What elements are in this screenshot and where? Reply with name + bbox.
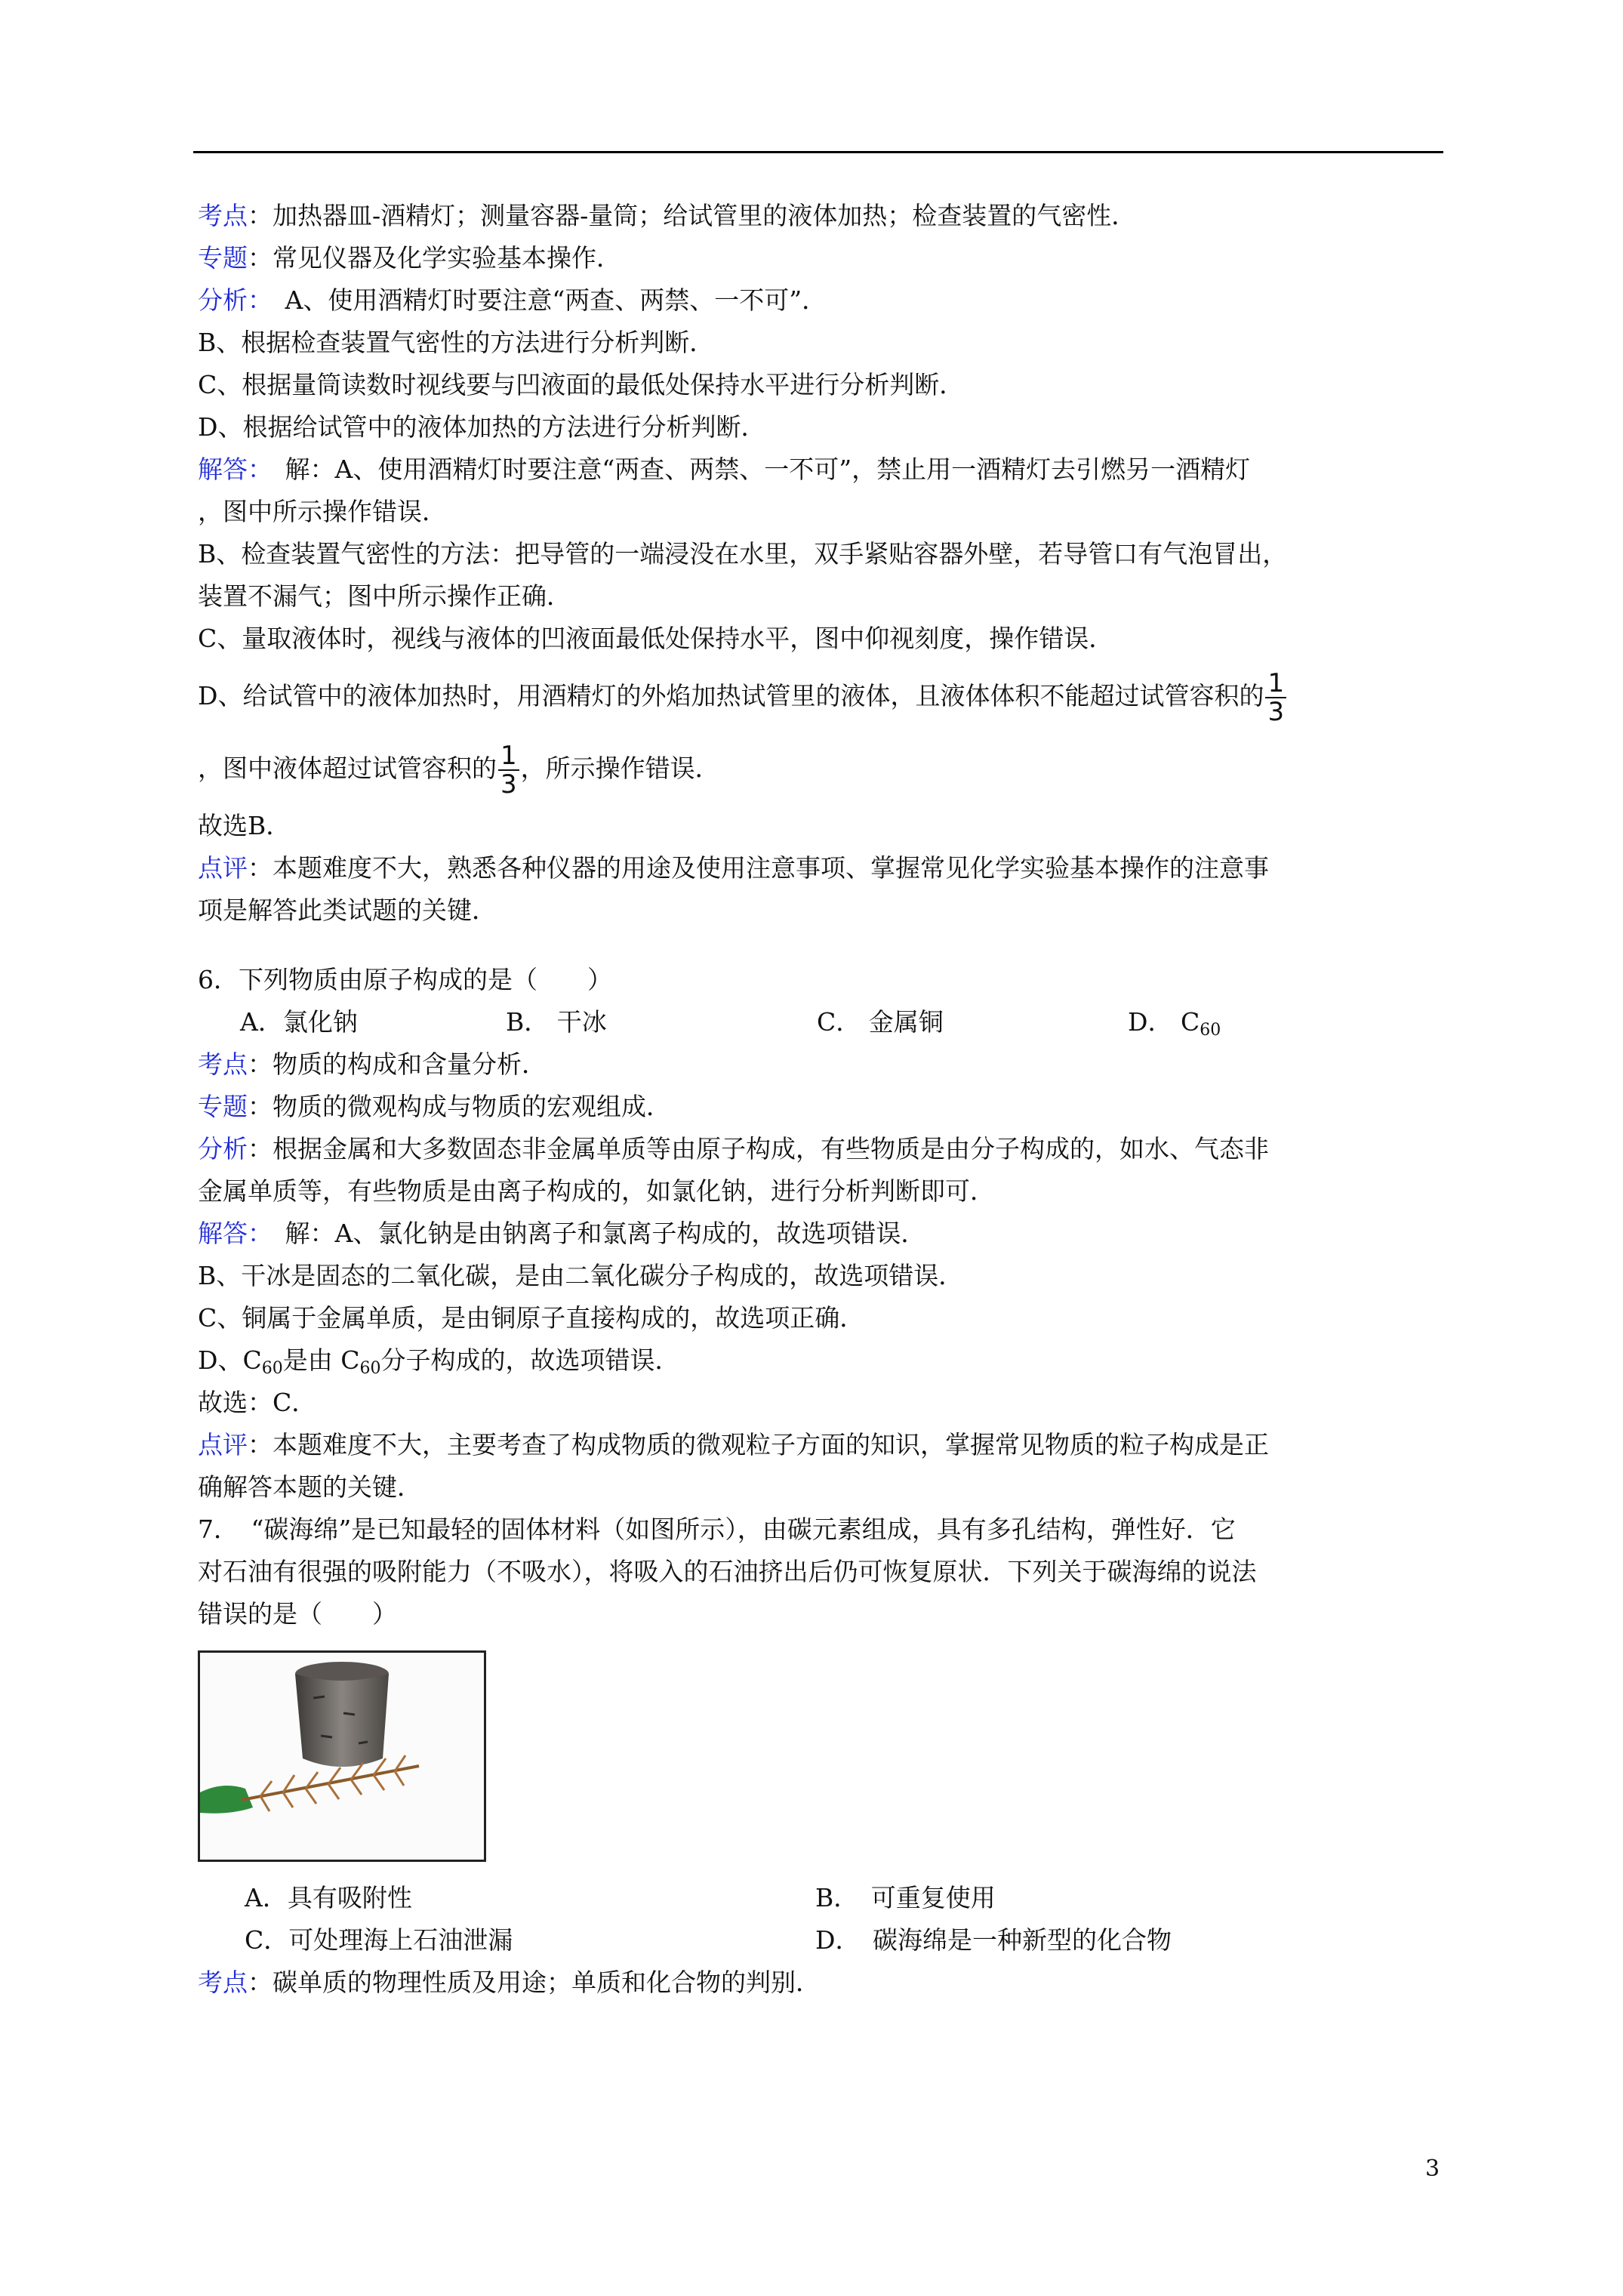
q5-jieda-c: C、量取液体时，视线与液体的凹液面最低处保持水平，图中仰视刻度，操作错误． [198, 624, 1114, 653]
q5-jieda-b2: 装置不漏气；图中所示操作正确． [198, 581, 571, 611]
q5-jieda-b1: B、检查装置气密性的方法：把导管的一端浸没在水里，双手紧贴容器外壁，若导管口有气泡冒出， [198, 539, 1288, 569]
zhuanti-text: ：物质的微观构成与物质的宏观组成． [248, 1092, 671, 1121]
q7-stem-1: 7． “碳海绵”是已知最轻的固体材料（如图所示），由碳元素组成，具有多孔结构，弹性好．它 [198, 1515, 1236, 1544]
fraction-numerator: 1 [498, 742, 519, 771]
q7-option-d[interactable]: D． 碳海绵是一种新型的化合物 [815, 1925, 1172, 1955]
q5-kaodian-line [198, 195, 1443, 237]
zhuanti-label: 专题 [198, 243, 248, 273]
kaodian-label: 考点 [198, 1968, 248, 1997]
page-content [198, 195, 1443, 2004]
fraction-denominator: 3 [1267, 697, 1285, 727]
q7-options-row1 [198, 1877, 1443, 1919]
q6-option-a[interactable]: A．氯化钠 [240, 1007, 358, 1037]
kaodian-label: 考点 [198, 201, 248, 230]
jieda-d-part2: 是由 C [282, 1345, 360, 1375]
jieda-d-part1: D、C [198, 1345, 262, 1375]
subscript-60: 60 [1200, 1021, 1221, 1040]
q5-fenxi-c: C、根据量筒读数时视线要与凹液面的最低处保持水平进行分析判断． [198, 370, 965, 399]
q6-options [198, 1001, 1443, 1043]
q5-guxuan: 故选B． [198, 811, 291, 840]
q6-dianping-2: 确解答本题的关键． [198, 1472, 422, 1502]
jieda-d2a-text: ，图中液体超过试管容积的 [198, 754, 497, 783]
header-rule [193, 151, 1443, 153]
carbon-sponge-illustration [200, 1653, 484, 1860]
q6-guxuan: 故选：C． [198, 1388, 317, 1417]
fenxi-text: ：根据金属和大多数固态非金属单质等由原子构成，有些物质是由分子构成的，如水、气态非 [248, 1134, 1269, 1163]
q5-dianping-line [198, 847, 1443, 889]
q6-option-d[interactable] [1128, 1001, 1221, 1052]
page-number: 3 [1425, 2156, 1440, 2182]
q6-jieda-c: C、铜属于金属单质，是由铜原子直接构成的，故选项正确． [198, 1303, 865, 1333]
q5-fenxi-d: D、根据给试管中的液体加热的方法进行分析判断． [198, 412, 766, 442]
fenxi-text: A、使用酒精灯时要注意“两查、两禁、一不可”． [260, 285, 827, 315]
dianping-text: ：本题难度不大，主要考查了构成物质的微观粒子方面的知识，掌握常见物质的粒子构成是正 [248, 1430, 1269, 1459]
q6-option-b[interactable]: B． 干冰 [506, 1007, 607, 1037]
q6-jieda-line [198, 1213, 1443, 1255]
q5-zhuanti-line [198, 237, 1443, 279]
q6-fenxi-line [198, 1128, 1443, 1170]
kaodian-text: ：碳单质的物理性质及用途；单质和化合物的判别． [248, 1968, 821, 1997]
q7-option-c[interactable]: C．可处理海上石油泄漏 [245, 1925, 513, 1955]
q6-jieda-b: B、干冰是固态的二氧化碳，是由二氧化碳分子构成的，故选项错误． [198, 1261, 964, 1290]
fraction-one-third [1265, 670, 1286, 726]
jieda-d-part3: 分子构成的，故选项错误． [380, 1345, 680, 1375]
jieda-text: 解：A、使用酒精灯时要注意“两查、两禁、一不可”，禁止用一酒精灯去引燃另一酒精灯 [260, 455, 1251, 484]
q5-fenxi-b: B、根据检查装置气密性的方法进行分析判断． [198, 328, 715, 357]
subscript-60: 60 [261, 1359, 283, 1378]
sponge-body [295, 1674, 389, 1767]
q7-stem-2: 对石油有很强的吸附能力（不吸水），将吸入的石油挤出后仍可恢复原状．下列关于碳海绵的说法 [198, 1557, 1257, 1586]
fenxi-label: 分析 [198, 1134, 248, 1163]
fraction-denominator: 3 [500, 769, 517, 800]
dianping-label: 点评 [198, 853, 248, 883]
q6-option-c[interactable]: C． 金属铜 [817, 1007, 944, 1037]
jieda-text: 解：A、氯化钠是由钠离子和氯离子构成的，故选项错误． [260, 1219, 926, 1248]
q6-kaodian-line [198, 1043, 1443, 1086]
q5-fenxi-line [198, 279, 1443, 322]
jieda-label: 解答： [198, 455, 260, 484]
q5-jieda-line [198, 448, 1443, 491]
option-d-text: D． C [1128, 1007, 1200, 1037]
dianping-text: ：本题难度不大，熟悉各种仪器的用途及使用注意事项、掌握常见化学实验基本操作的注意事 [248, 853, 1269, 883]
q5-jieda-d2 [198, 732, 1443, 805]
carbon-sponge-photo [198, 1650, 486, 1862]
zhuanti-label: 专题 [198, 1092, 248, 1121]
jieda-d1-text: D、给试管中的液体加热时，用酒精灯的外焰加热试管里的液体，且液体体积不能超过试管容积的 [198, 681, 1264, 710]
q5-dianping-2: 项是解答此类试题的关键． [198, 895, 497, 925]
fraction-one-third [498, 742, 519, 798]
subscript-60: 60 [359, 1359, 381, 1378]
q7-option-b[interactable]: B． 可重复使用 [815, 1883, 996, 1912]
q7-option-a[interactable]: A．具有吸附性 [245, 1883, 412, 1912]
q7-options-row2 [198, 1919, 1443, 1962]
q7-kaodian-line [198, 1962, 1443, 2004]
fenxi-label: 分析： [198, 285, 260, 315]
q5-jieda-d1 [198, 660, 1443, 732]
kaodian-text: ：加热器皿-酒精灯；测量容器-量筒；给试管里的液体加热；检查装置的气密性． [248, 201, 1137, 230]
zhuanti-text: ：常见仪器及化学实验基本操作． [248, 243, 621, 273]
q6-fenxi-2: 金属单质等，有些物质是由离子构成的，如氯化钠，进行分析判断即可． [198, 1176, 995, 1206]
jieda-label: 解答： [198, 1219, 260, 1248]
kaodian-label: 考点 [198, 1049, 248, 1079]
spacer [198, 932, 1443, 959]
jieda-d2b-text: ，所示操作错误． [520, 754, 720, 783]
q6-dianping-line [198, 1424, 1443, 1466]
fraction-numerator: 1 [1265, 670, 1286, 698]
q7-stem-3: 错误的是（ ） [198, 1599, 397, 1629]
dianping-label: 点评 [198, 1430, 248, 1459]
q6-jieda-d [198, 1339, 1443, 1382]
q5-jieda-a2: ，图中所示操作错误． [198, 497, 447, 526]
q6-zhuanti-line [198, 1086, 1443, 1128]
q6-stem: 6．下列物质由原子构成的是（ ） [198, 965, 612, 994]
kaodian-text: ：物质的构成和含量分析． [248, 1049, 547, 1079]
